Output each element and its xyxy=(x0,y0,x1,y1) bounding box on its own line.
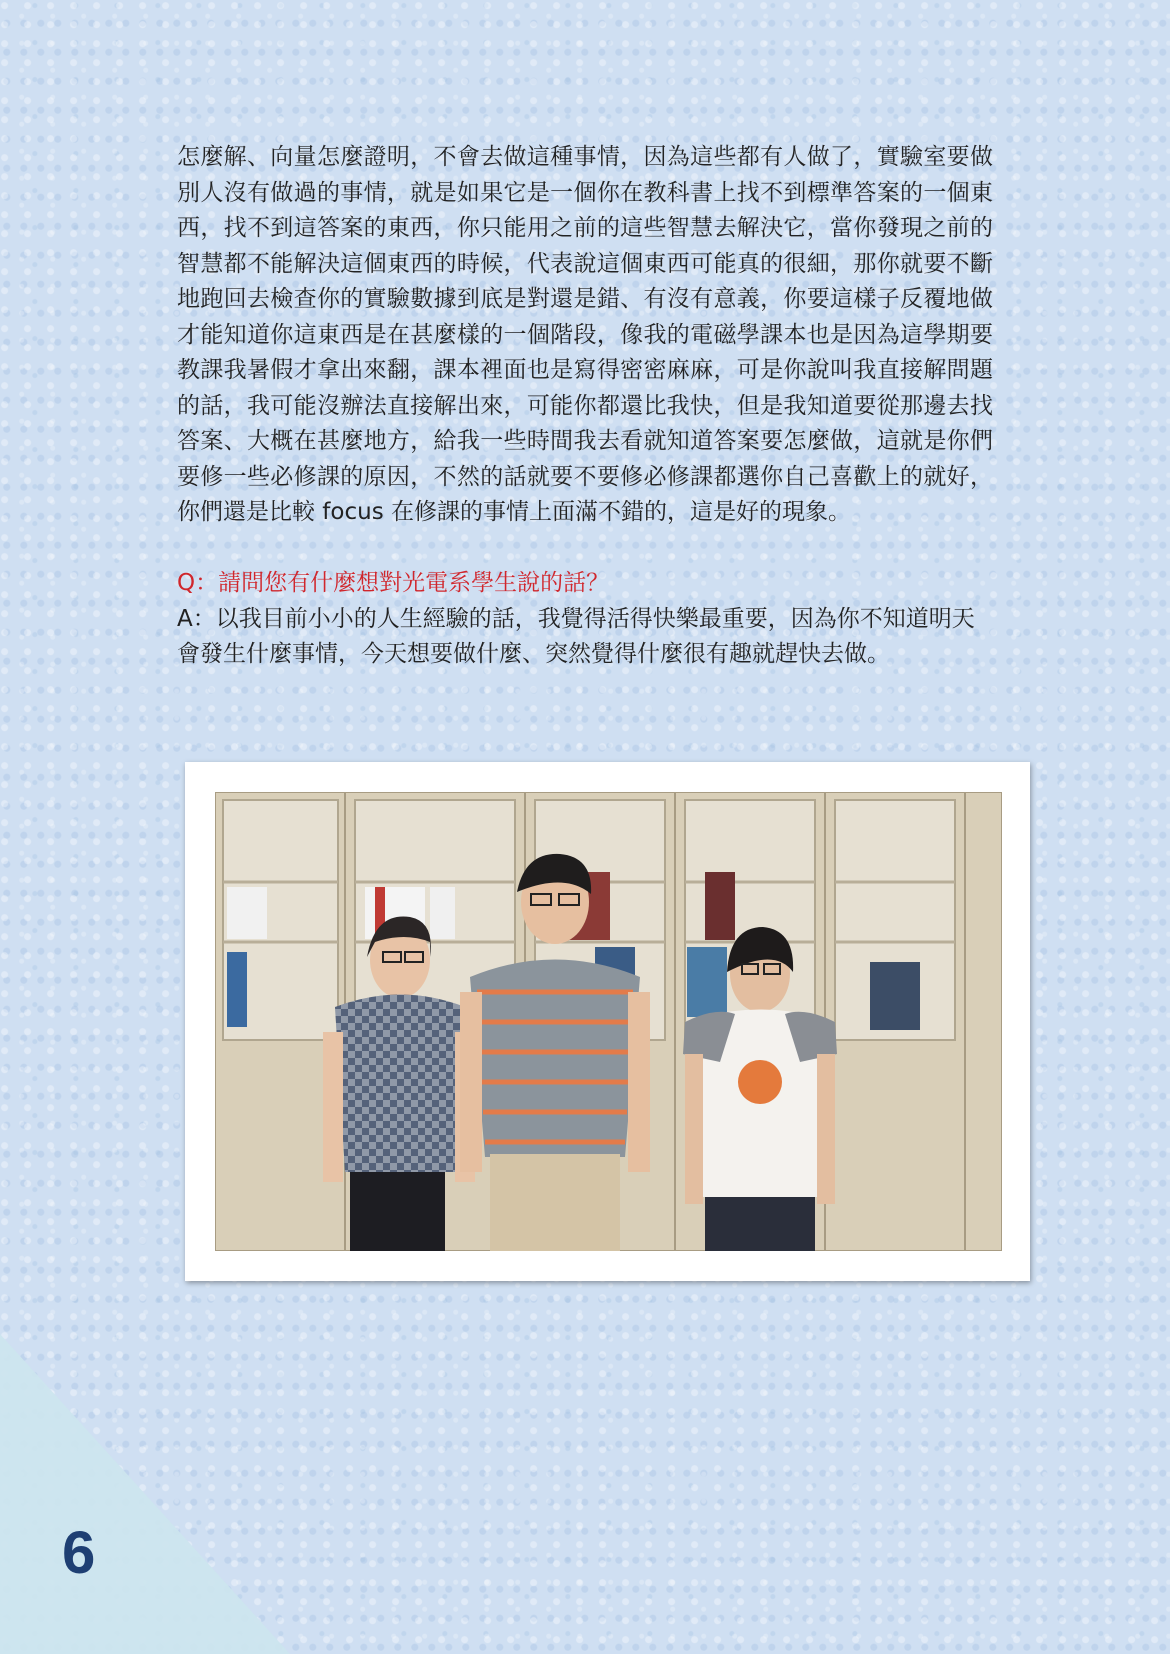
interview-paragraph: 怎麼解、向量怎麼證明，不會去做這種事情，因為這些都有人做了，實驗室要做別人沒有做過的事情，就是如果它是一個你在教科書上找不到標準答案的一個東西，找不到這答案的東西，你只能用之前的這些智慧去解決它，當你發現之前的智慧都不能解決這個東西的時候，代表說這個東西可能真的很細，那你就要不斷地跑回去檢查你的實驗數據到底是對還是錯、有沒有意義，你要這樣子反覆地做才能知道你這東西是在甚麼樣的一個階段，像我的電磁學課本也是因為這學期要教課我暑假才拿出來翻，課本裡面也是寫得密密麻麻，可是你說叫我直接解問題的話，我可能沒辦法直接解出來，可能你都還比我快，但是我知道要從那邊去找答案、大概在甚麼地方，給我一些時間我去看就知道答案要怎麼做，這就是你們要修一些必修課的原因，不然的話就要不要修必修課都選你自己喜歡上的就好，你們還是比較 focus 在修課的事情上面滿不錯的，這是好的現象。 xyxy=(177,144,993,525)
qa-section xyxy=(177,566,993,673)
corner-decoration xyxy=(0,1334,290,1654)
question-text: Q：請問您有什麼想對光電系學生說的話？ xyxy=(177,570,610,596)
group-photo-illustration xyxy=(215,792,1002,1251)
page-number: 6 xyxy=(62,1519,96,1586)
group-photo xyxy=(215,792,1002,1251)
photo-frame xyxy=(185,762,1030,1281)
answer-text: A：以我目前小小的人生經驗的話，我覺得活得快樂最重要，因為你不知道明天會發生什麼事情，今天想要做什麼、突然覺得什麼很有趣就趕快去做。 xyxy=(177,605,975,667)
